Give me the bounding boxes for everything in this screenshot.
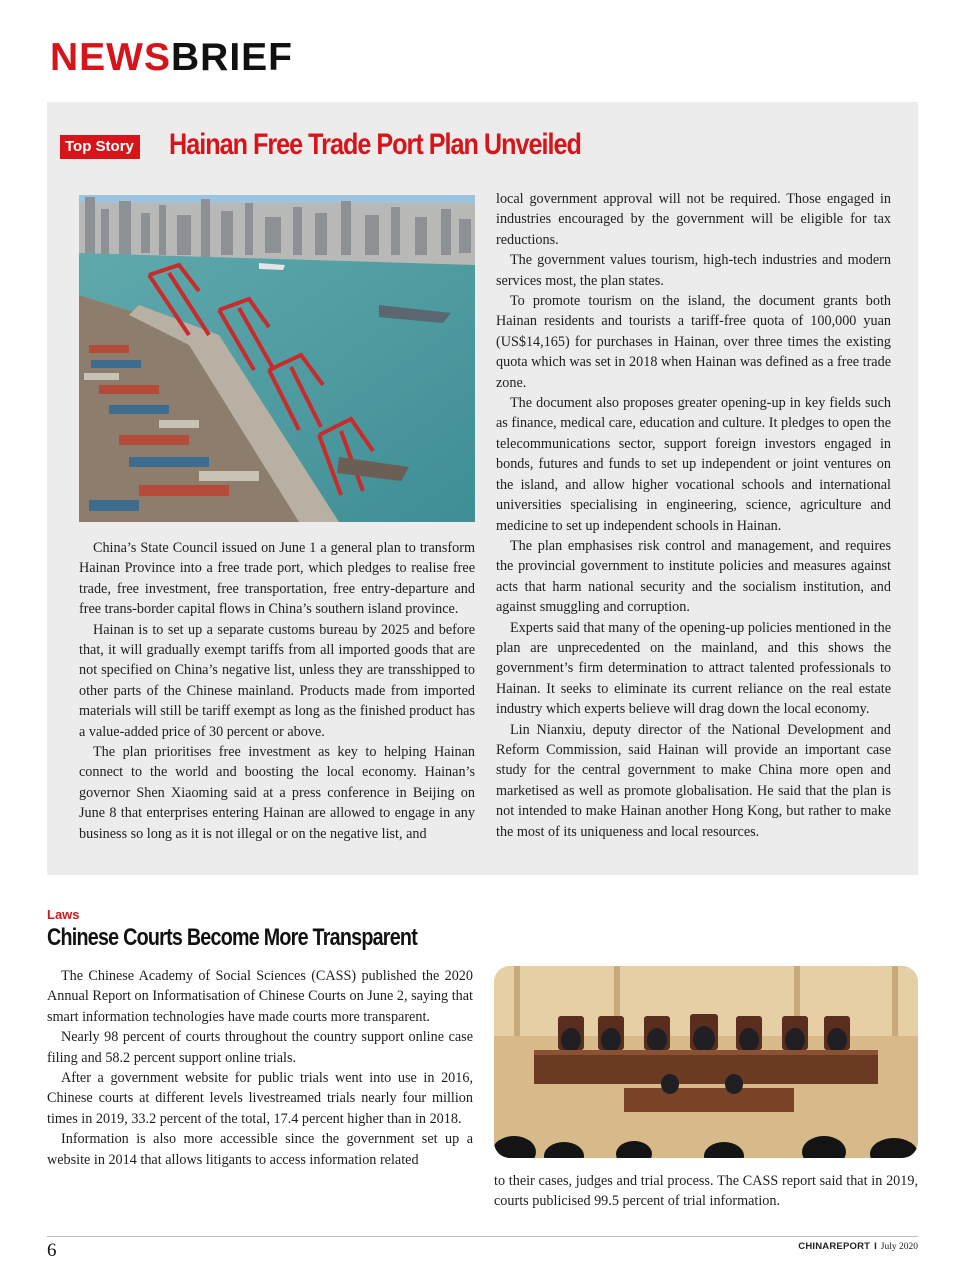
top-story-badge: Top Story bbox=[60, 135, 140, 159]
top-story-paragraph: China’s State Council issued on June 1 a general plan to transform Hainan Province into a free trade port, which pledges to realise free trade, free investment, free transportation, free entry-departure and free trans-border capital flows in China’s southern island province. bbox=[79, 540, 475, 618]
laws-paragraph: The Chinese Academy of Social Sciences (CASS) published the 2020 Annual Report on Informatisation of Chinese Courts on June 2, saying that smart information technologies have made courts more transparent. bbox=[47, 968, 473, 1025]
laws-continuation: to their cases, judges and trial process. The CASS report said that in 2019, courts publicised 99.5 percent of trial information. bbox=[494, 1173, 918, 1210]
footer-publication bbox=[798, 1241, 918, 1252]
masthead-brief: BRIEF bbox=[171, 36, 293, 79]
top-story-paragraph: The government values tourism, high-tech industries and modern services most, the plan states. bbox=[496, 252, 891, 289]
top-story-paragraph: Experts said that many of the opening-up policies mentioned in the plan are unprecedented on the mainland, and this shows the government’s firm determination to attract talented professionals to Hainan. It seeks to eliminate its current reliance on the real estate industry which experts believe will drag down the local economy. bbox=[496, 619, 891, 718]
masthead-logo bbox=[50, 38, 293, 77]
top-story-paragraph: To promote tourism on the island, the document grants both Hainan residents and tourists a tariff-free quota of 100,000 yuan (US$14,165) for purchases in Hainan, over three times the existing quota which was set in 2018 when Hainan was defined as a free trade zone. bbox=[496, 293, 891, 391]
laws-paragraph: Information is also more accessible since the government set up a website in 2014 that allows litigants to access information related bbox=[47, 1131, 473, 1168]
laws-paragraph: Nearly 98 percent of courts throughout the country support online case filing and 58.2 percent support online trials. bbox=[47, 1029, 473, 1066]
page-number: 6 bbox=[47, 1240, 57, 1261]
laws-headline: Chinese Courts Become More Transparent bbox=[47, 924, 418, 951]
laws-right-column bbox=[494, 1171, 918, 1212]
laws-kicker: Laws bbox=[47, 907, 80, 922]
masthead-news: NEWS bbox=[50, 36, 171, 79]
top-story-paragraph: The plan emphasises risk control and management, and requires the provincial government to institute policies and measures against acts that harm national security and the socialism institution, and against smuggling and corruption. bbox=[496, 537, 891, 616]
footer-separator: I bbox=[874, 1241, 877, 1252]
top-story-headline: Hainan Free Trade Port Plan Unveiled bbox=[169, 128, 581, 161]
footer-brand: CHINAREPORT bbox=[798, 1241, 871, 1252]
top-story-paragraph: The plan prioritises free investment as key to helping Hainan connect to the world and boosting the local economy. Hainan’s governor Shen Xiaoming said at a press conference in Beijing on June 8 that enterprises entering Hainan are allowed to engage in any business so long as it is not illegal or on the negative list, and bbox=[79, 744, 475, 842]
courtroom-photo bbox=[494, 966, 918, 1158]
top-story-left-column bbox=[79, 538, 475, 844]
footer-issue: July 2020 bbox=[880, 1242, 918, 1252]
top-story-paragraph: The document also proposes greater opening-up in key fields such as finance, medical care, education and culture. It pledges to open the telecommunications sector, support foreign investors engaged in bonds, futures and funds to set up independent or joint ventures on the island, and allow higher vocational schools and international universities specialising in engineering, science, agriculture and medicine to set up independent schools in Hainan. bbox=[496, 395, 891, 534]
top-story-paragraph: Lin Nianxiu, deputy director of the National Development and Reform Commission, said Hainan will provide an important case study for the central government to make China more open and marketised as well as promote globalisation. He said that the plan is not intended to make Hainan another Hong Kong, but rather to make the most of its uniqueness and local resources. bbox=[496, 721, 891, 840]
laws-paragraph: After a government website for public trials went into use in 2016, Chinese courts at different levels livestreamed trials nearly four million times in 2019, 33.2 percent of the total, 17.4 percent higher than in 2018. bbox=[47, 1070, 473, 1127]
port-photo bbox=[79, 195, 475, 522]
laws-left-column bbox=[47, 966, 473, 1170]
top-story-paragraph: Hainan is to set up a separate customs bureau by 2025 and before that, it will gradually exempt tariffs from all imported goods that are not specified on China’s negative list, unless they are transshipped to other parts of the Chinese mainland. Products made from imported materials will still be tariff exempt as long as the finished product has a value-added price of 30 percent or above. bbox=[79, 621, 475, 740]
top-story-panel bbox=[47, 102, 918, 875]
top-story-continuation: local government approval will not be required. Those engaged in industries encouraged by the government will be eligible for tax reductions. bbox=[496, 191, 891, 248]
footer-divider bbox=[47, 1236, 918, 1237]
top-story-right-column bbox=[496, 189, 891, 842]
